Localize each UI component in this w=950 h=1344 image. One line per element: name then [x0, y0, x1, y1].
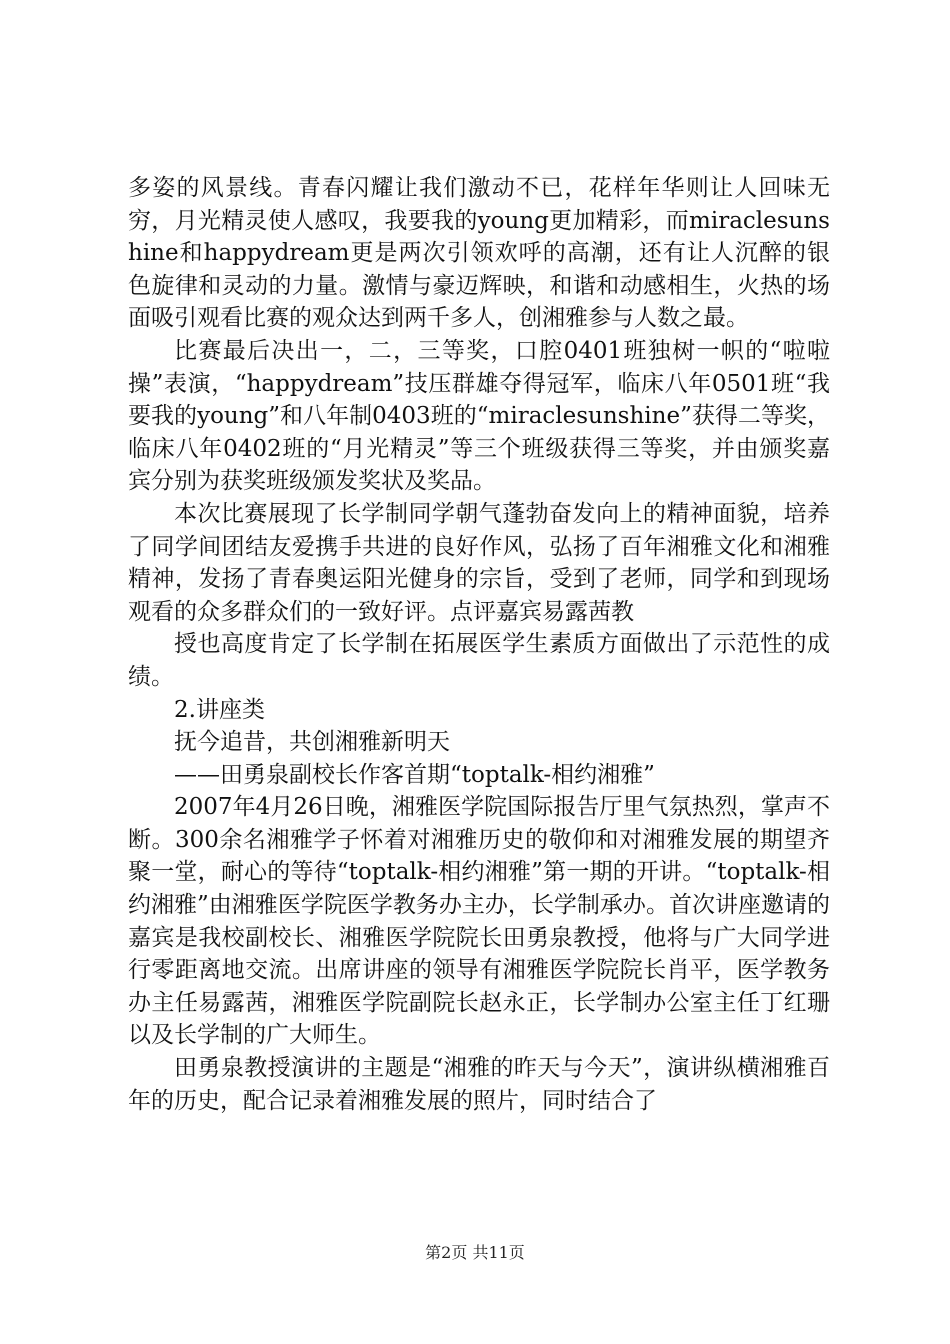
page-number-footer: 第2页 共11页 — [425, 1243, 525, 1262]
paragraph-summary: 本次比赛展现了长学制同学朝气蓬勃奋发向上的精神面貌，培养了同学间团结友爱携手共进的良好作风，弘扬了百年湘雅文化和湘雅精神，发扬了青春奥运阳光健身的宗旨，受到了老师，同学和到现场观看的众多群众们的一致好评。点评嘉宾易露茜教 — [128, 500, 830, 625]
paragraph-summary-continued: 授也高度肯定了长学制在拓展医学生素质方面做出了示范性的成绩。 — [128, 631, 830, 690]
paragraph-lecture-event: 2007年4月26日晚，湘雅医学院国际报告厅里气氛热烈，掌声不断。300余名湘雅学子怀着对湘雅历史的敬仰和对湘雅发展的期望齐聚一堂，耐心的等待“toptalk-相约湘雅”第一期的开讲。“toptalk-相约湘雅”由湘雅医学院医学教务办主办，长学制承办。首次讲座邀请的嘉宾是我校副校长、湘雅医学院院长田勇泉教授，他将与广大同学进行零距离地交流。出席讲座的领导有湘雅医学院院长肖平，医学教务办主任易露茜，湘雅医学院副院长赵永正，长学制办公室主任丁红珊以及长学制的广大师生。 — [128, 794, 830, 1049]
paragraph-awards: 比赛最后决出一，二，三等奖，口腔0401班独树一帜的“啦啦操”表演，“happydream”技压群雄夺得冠军，临床八年0501班“我要我的young”和八年制0403班的“miraclesunshine”获得二等奖，临床八年0402班的“月光精灵”等三个班级获得三等奖，并由颁奖嘉宾分别为获奖班级颁发奖状及奖品。 — [128, 337, 830, 495]
paragraph-continuation: 多姿的风景线。青春闪耀让我们激动不已，花样年华则让人回味无穷，月光精灵使人感叹，我要我的young更加精彩，而miraclesunshine和happydream更是两次引领欢呼的高潮，还有让人沉醉的银色旋律和灵动的力量。激情与豪迈辉映，和谐和动感相生，火热的场面吸引观看比赛的观众达到两千多人，创湘雅参与人数之最。 — [128, 175, 830, 332]
article-subtitle: ——田勇泉副校长作客首期“toptalk-相约湘雅” — [174, 761, 655, 788]
section-heading-lectures: 2.讲座类 — [174, 696, 265, 723]
paragraph-lecture-topic: 田勇泉教授演讲的主题是“湘雅的昨天与今天”，演讲纵横湘雅百年的历史，配合记录着湘雅发展的照片，同时结合了 — [128, 1055, 830, 1114]
document-body — [128, 172, 830, 1117]
article-title: 抚今追昔，共创湘雅新明天 — [174, 729, 450, 756]
